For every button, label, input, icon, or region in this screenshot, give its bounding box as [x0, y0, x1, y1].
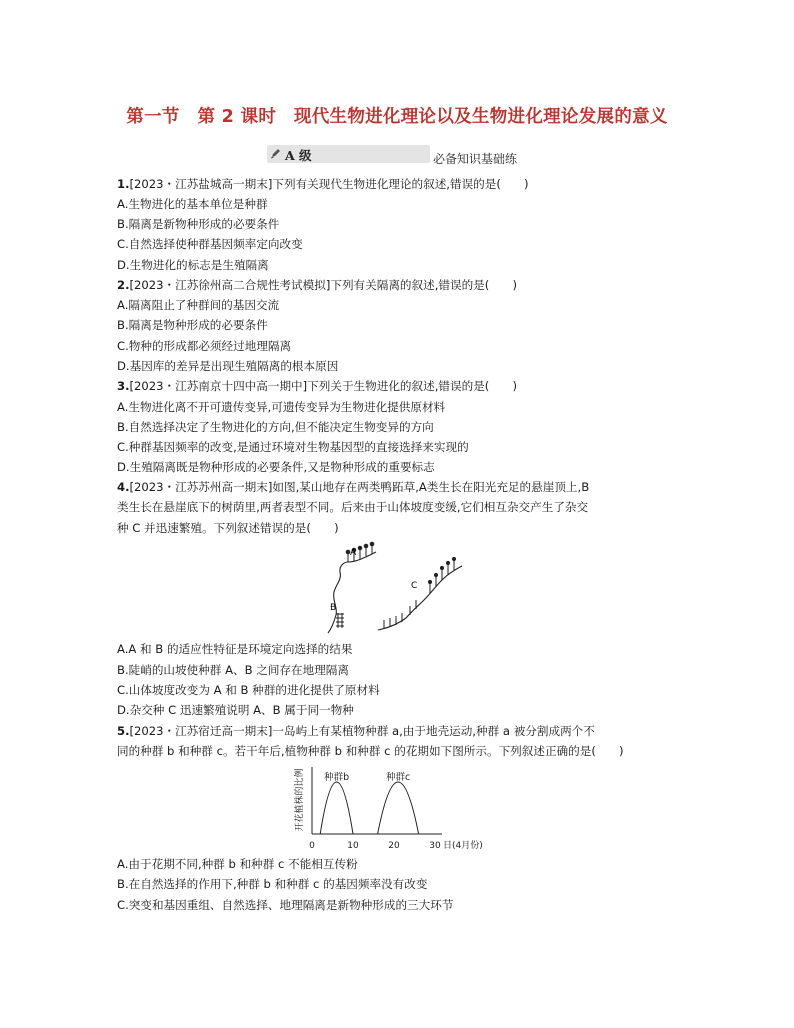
- question-number: 5.: [117, 724, 130, 738]
- cliff-figure: [318, 540, 478, 635]
- plants-b: [336, 613, 344, 628]
- question-2-option-b: B.隔离是物种形成的必要条件: [117, 318, 268, 332]
- question-text: [2023・江苏徐州高二合规性考试模拟]下列有关隔离的叙述,错误的是( ): [129, 278, 517, 292]
- question-5-option-a: A.由于花期不同,种群 b 和种群 c 不能相互传粉: [117, 857, 358, 871]
- question-5-option-c: C.突变和基因重组、自然选择、地理隔离是新物种形成的三大环节: [117, 898, 454, 912]
- question-2-option-a: A.隔离阻止了种群间的基因交流: [117, 298, 280, 312]
- question-text: [2023・江苏南京十四中高一期中]下列关于生物进化的叙述,错误的是( ): [129, 379, 517, 393]
- chart-ylabel: 开花植株的比例: [295, 768, 305, 832]
- figure-label-c: C: [411, 581, 418, 591]
- chart-xlabel: 日(4月份): [443, 841, 483, 851]
- question-5-stem-line-2: 同的种群 b 和种群 c。若干年后,植物种群 b 和种群 c 的花期如下图所示。下列叙述正确的是( ): [117, 744, 624, 758]
- level-banner: [267, 145, 430, 163]
- question-number: 1.: [117, 177, 130, 191]
- question-1-option-a: A.生物进化的基本单位是种群: [117, 197, 268, 211]
- question-4-stem: [117, 480, 589, 494]
- series-curve-1: [320, 782, 353, 834]
- question-number: 4.: [117, 480, 130, 494]
- question-3-option-d: D.生殖隔离既是物种形成的必要条件,又是物种形成的重要标志: [117, 460, 435, 474]
- x-tick-label: 20: [388, 841, 400, 851]
- question-3-stem: [117, 379, 517, 393]
- figure-label-a: A: [350, 548, 357, 558]
- x-tick-label: 30: [429, 841, 441, 851]
- question-number: 2.: [117, 278, 130, 292]
- question-number: 3.: [117, 379, 130, 393]
- question-1-stem: [117, 177, 529, 191]
- question-4-option-c: C.山体坡度改变为 A 和 B 种群的进化提供了原材料: [117, 683, 380, 697]
- series-label-2: 种群c: [385, 772, 411, 783]
- question-2-stem: [117, 278, 517, 292]
- question-1-option-d: D.生物进化的标志是生殖隔离: [117, 258, 269, 272]
- question-text: [2023・江苏宿迁高一期末]一岛屿上有某植物种群 a,由于地壳运动,种群 a 被分割成两个不: [129, 724, 595, 738]
- series-curve-2: [378, 782, 419, 834]
- question-1-option-b: B.隔离是新物种形成的必要条件: [117, 217, 280, 231]
- question-4-stem-line-2: 类生长在悬崖底下的树荫里,两者表型不同。后来由于山体坡度变缓,它们相互杂交产生了杂交: [117, 500, 589, 514]
- question-4-option-d: D.杂交种 C 迅速繁殖说明 A、B 属于同一物种: [117, 703, 354, 717]
- question-2-option-c: C.物种的形成都必须经过地理隔离: [117, 339, 292, 353]
- page-title: 第一节 第 2 课时 现代生物进化理论以及生物进化理论发展的意义: [126, 107, 668, 127]
- x-tick-label: 0: [309, 841, 315, 851]
- x-tick-label: 10: [347, 841, 359, 851]
- question-3-option-c: C.种群基因频率的改变,是通过环境对生物基因型的直接选择来实现的: [117, 440, 469, 454]
- question-text: [2023・江苏盐城高一期末]下列有关现代生物进化理论的叙述,错误的是( ): [129, 177, 529, 191]
- level-subtitle: 必备知识基础练: [433, 152, 518, 166]
- question-2-option-d: D.基因库的差异是出现生殖隔离的根本原因: [117, 359, 339, 373]
- question-4-stem-line-3: 种 C 并迅速繁殖。下列叙述错误的是( ): [117, 521, 339, 535]
- level-label: A 级: [285, 148, 312, 163]
- series-label-1: 种群b: [324, 772, 350, 783]
- question-4-option-a: A.A 和 B 的适应性特征是环境定向选择的结果: [117, 642, 353, 656]
- plants-c: [384, 557, 456, 628]
- question-5-stem: [117, 724, 595, 738]
- figure-label-b: B: [330, 603, 337, 613]
- question-text: [2023・江苏苏州高一期末]如图,某山地存在两类鸭跖草,A类生长在阳光充足的悬崖顶上,B: [129, 480, 590, 494]
- question-5-option-b: B.在自然选择的作用下,种群 b 和种群 c 的基因频率没有改变: [117, 877, 428, 891]
- question-3-option-b: B.自然选择决定了生物进化的方向,但不能决定生物变异的方向: [117, 420, 434, 434]
- question-1-option-c: C.自然选择使种群基因频率定向改变: [117, 237, 303, 251]
- question-4-option-b: B.陡峭的山坡使种群 A、B 之间存在地理隔离: [117, 663, 349, 677]
- flowering-chart: [290, 762, 505, 852]
- question-3-option-a: A.生物进化离不开可遗传变异,可遗传变异为生物进化提供原材料: [117, 400, 446, 414]
- pencil-icon: [270, 147, 282, 159]
